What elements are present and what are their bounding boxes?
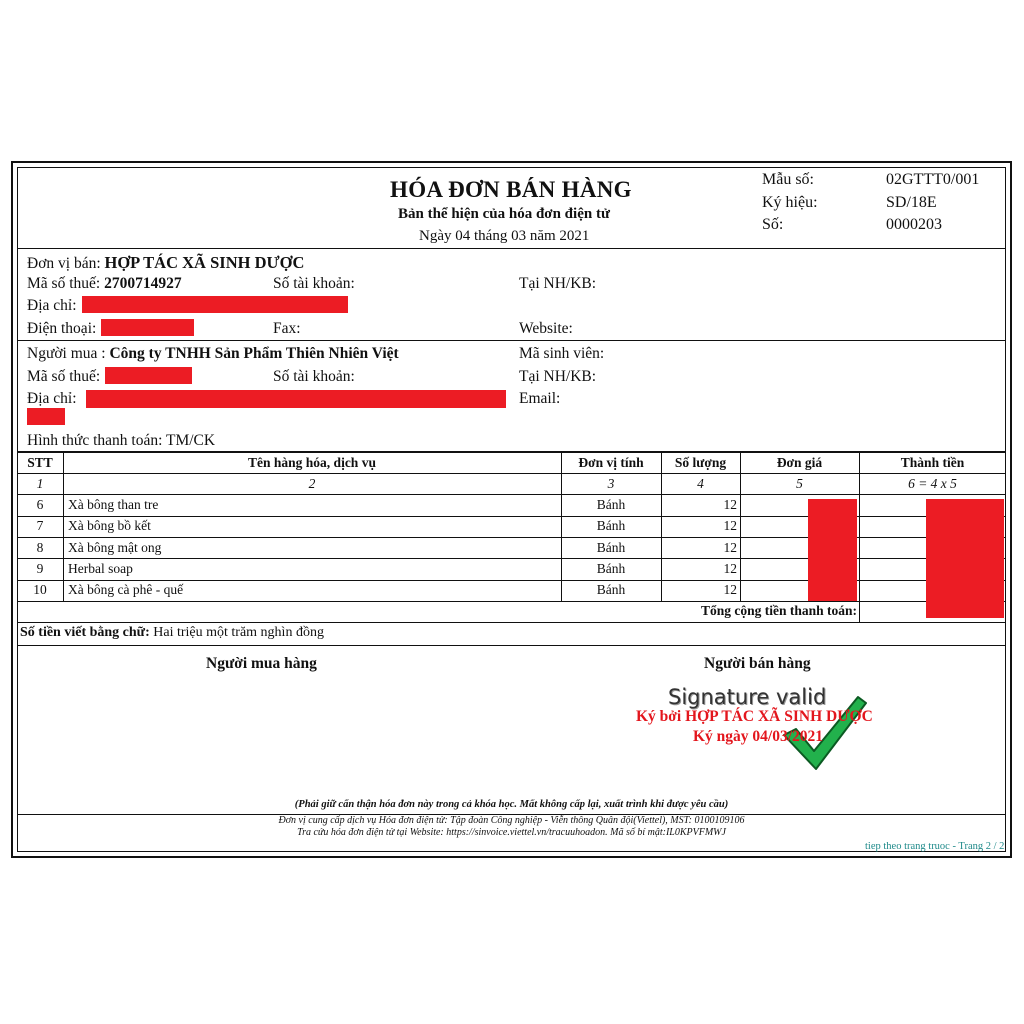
seller-signature-title: Người bán hàng xyxy=(704,655,811,672)
table-row-border xyxy=(17,537,1006,538)
row-stt: 10 xyxy=(33,582,47,597)
th-name: Tên hàng hóa, dịch vụ xyxy=(248,455,376,470)
symbol-value: SD/18E xyxy=(886,194,937,211)
seller-tax: Mã số thuế: 2700714927 xyxy=(27,275,182,292)
redaction-amounts xyxy=(926,499,1004,618)
row-name: Xà bông cà phê - quế xyxy=(68,582,184,597)
row-qty: 12 xyxy=(723,518,737,533)
total-label: Tổng cộng tiền thanh toán: xyxy=(700,603,857,618)
row-stt: 8 xyxy=(36,540,44,555)
form-number-value: 02GTTT0/001 xyxy=(886,171,980,188)
invoice-subtitle: Bản thể hiện của hóa đơn điện tử xyxy=(398,206,610,222)
buyer-signature-title: Người mua hàng xyxy=(206,655,317,672)
seller-unit-value: HỢP TÁC XÃ SINH DƯỢC xyxy=(104,253,305,272)
payment-method: Hình thức thanh toán: TM/CK xyxy=(27,432,216,449)
buyer-tax-label: Mã số thuế: xyxy=(27,368,101,385)
divider xyxy=(17,248,1006,249)
row-name: Herbal soap xyxy=(68,561,133,576)
buyer-email-label: Email: xyxy=(519,390,561,407)
redaction-seller-address xyxy=(82,296,348,313)
invoice-date: Ngày 04 tháng 03 năm 2021 xyxy=(419,228,590,244)
table-row-border xyxy=(17,601,1006,602)
redaction-buyer-address-cont xyxy=(27,408,65,425)
form-number-label: Mẫu số: xyxy=(762,171,814,188)
th-stt: STT xyxy=(27,455,53,470)
buyer-name-value: Công ty TNHH Sản Phẩm Thiên Nhiên Việt xyxy=(109,345,399,362)
page-info: tiep theo trang truoc - Trang 2 / 2 xyxy=(865,841,1005,852)
th-unit: Đơn vị tính xyxy=(578,455,644,470)
col-divider xyxy=(63,451,64,601)
row-name: Xà bông than tre xyxy=(68,497,159,512)
row-unit: Bánh xyxy=(596,561,626,576)
row-qty: 12 xyxy=(723,582,737,597)
sub-name: 2 xyxy=(308,476,316,491)
row-stt: 9 xyxy=(36,561,44,576)
divider xyxy=(17,645,1006,646)
invoice-number-label: Số: xyxy=(762,216,784,233)
row-name: Xà bông bồ kết xyxy=(68,518,151,533)
invoice-title: HÓA ĐƠN BÁN HÀNG xyxy=(390,177,632,202)
table-row-border xyxy=(17,580,1006,581)
table-header-border xyxy=(17,473,1006,474)
buyer-account-label: Số tài khoản: xyxy=(273,368,355,385)
footer-provider: Đơn vị cung cấp dịch vụ Hóa đơn điện tử: Tập đoàn Công nghiệp - Viễn thông Quân đội(Viettel), MST: 0100109106 xyxy=(278,815,745,826)
table-row-border xyxy=(17,516,1006,517)
redaction-buyer-tax xyxy=(105,367,192,384)
seller-address-label: Địa chỉ: xyxy=(27,297,77,314)
buyer-address-label: Địa chỉ: xyxy=(27,390,77,407)
row-qty: 12 xyxy=(723,540,737,555)
sub-unit: 3 xyxy=(607,476,615,491)
th-price: Đơn giá xyxy=(776,455,823,470)
amount-in-words-value: Hai triệu một trăm nghìn đồng xyxy=(153,625,324,640)
table-top-border xyxy=(17,451,1006,453)
invoice-number-value: 0000203 xyxy=(886,216,942,233)
redaction-buyer-address xyxy=(86,390,506,408)
seller-website-label: Website: xyxy=(519,320,573,337)
buyer-student-label: Mã sinh viên: xyxy=(519,345,605,362)
seller-fax-label: Fax: xyxy=(273,320,301,337)
seller-phone-label: Điện thoại: xyxy=(27,320,97,337)
row-stt: 7 xyxy=(36,518,44,533)
redaction-unit-prices xyxy=(808,499,857,601)
row-qty: 12 xyxy=(723,497,737,512)
seller-bank-label: Tại NH/KB: xyxy=(519,275,597,292)
th-amount: Thành tiền xyxy=(900,455,965,470)
seller-tax-value: 2700714927 xyxy=(104,275,182,292)
seller-account-label: Số tài khoản: xyxy=(273,275,355,292)
col-divider xyxy=(740,451,741,601)
signed-by-text: Ký bởi HỢP TÁC XÃ SINH DƯỢC xyxy=(636,708,873,725)
th-qty: Số lượng xyxy=(674,455,727,470)
row-unit: Bánh xyxy=(596,518,626,533)
buyer-bank-label: Tại NH/KB: xyxy=(519,368,597,385)
divider xyxy=(17,340,1006,341)
symbol-label: Ký hiệu: xyxy=(762,194,818,211)
row-name: Xà bông mật ong xyxy=(68,540,162,555)
table-subheader-border xyxy=(17,494,1006,495)
table-total-border xyxy=(17,622,1006,623)
signed-date-text: Ký ngày 04/03/2021 xyxy=(693,728,824,745)
row-unit: Bánh xyxy=(596,540,626,555)
footer-lookup: Tra cứu hóa đơn điện tử tại Website: https://sinvoice.viettel.vn/tracuuhoadon. Mã số bí mật:IL0KPVFMWJ xyxy=(297,827,726,838)
sub-qty: 4 xyxy=(697,476,704,491)
sub-price: 5 xyxy=(796,476,803,491)
row-unit: Bánh xyxy=(596,497,626,512)
redaction-seller-phone xyxy=(101,319,194,336)
row-qty: 12 xyxy=(723,561,737,576)
amount-in-words: Số tiền viết bằng chữ: Hai triệu một trăm nghìn đồng xyxy=(20,625,324,640)
footer-note: (Phải giữ cẩn thận hóa đơn này trong cả khóa học. Mất không cấp lại, xuất trình khi được yêu cầu) xyxy=(294,799,729,810)
table-row-border xyxy=(17,558,1006,559)
signature-valid-text: Signature valid xyxy=(668,685,827,709)
sub-amount: 6 = 4 x 5 xyxy=(908,476,957,491)
seller-unit: Đơn vị bán: HỢP TÁC XÃ SINH DƯỢC xyxy=(27,253,305,272)
row-unit: Bánh xyxy=(596,582,626,597)
row-stt: 6 xyxy=(36,497,44,512)
buyer-name: Người mua : Công ty TNHH Sản Phẩm Thiên Nhiên Việt xyxy=(27,345,399,362)
sub-stt: 1 xyxy=(36,476,44,491)
